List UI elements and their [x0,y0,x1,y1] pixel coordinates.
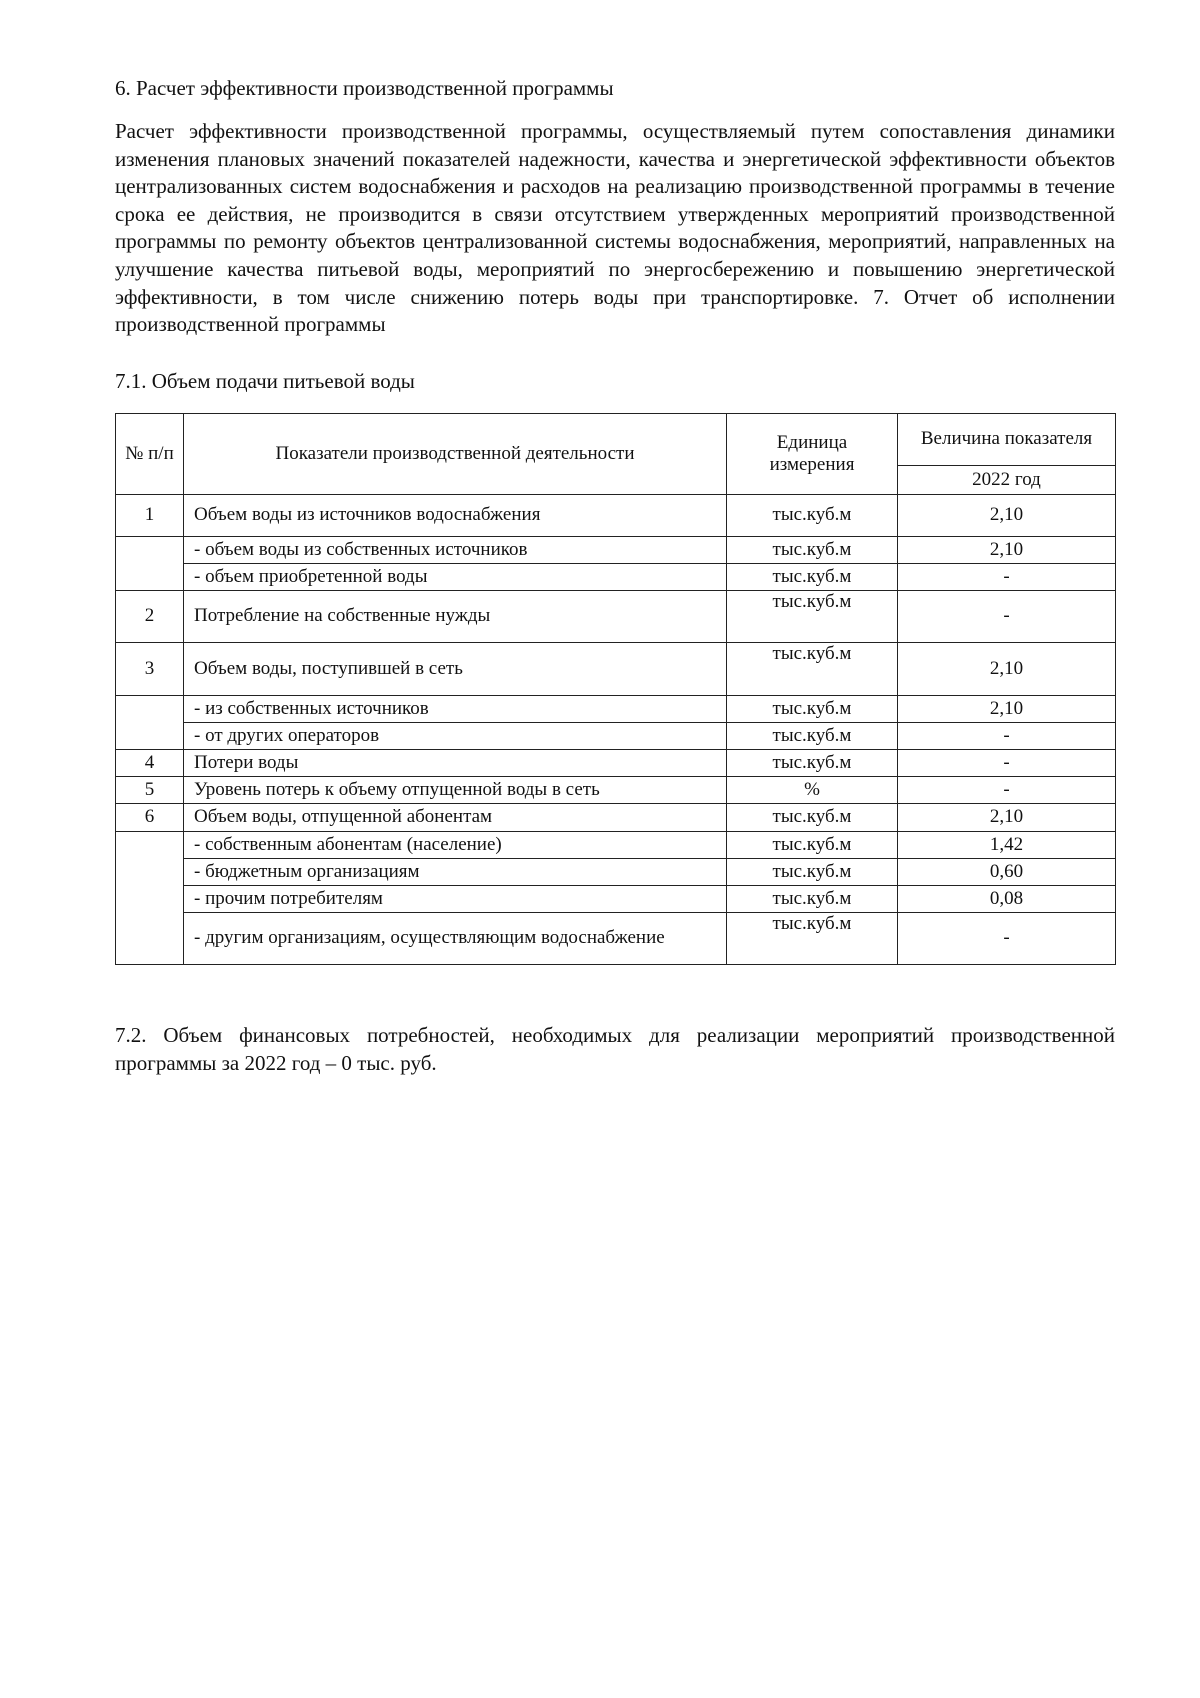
table-row [116,536,1116,563]
row-value: 2,10 [898,494,1116,536]
row-num [116,536,184,590]
row-indicator: Объем воды, поступившей в сеть [184,642,727,695]
row-unit: тыс.куб.м [727,590,898,642]
row-num: 3 [116,642,184,695]
header-value: Величина показателя [898,413,1116,465]
table-row [116,803,1116,831]
section-6-heading: 6. Расчет эффективности производственной программы [115,76,614,100]
row-value: - [898,563,1116,590]
table-row [116,912,1116,964]
row-indicator: - прочим потребителям [184,885,727,912]
row-indicator: - от других операторов [184,722,727,749]
row-indicator: Уровень потерь к объему отпущенной воды в сеть [184,776,727,803]
row-unit: % [727,776,898,803]
row-value: - [898,590,1116,642]
header-year: 2022 год [898,465,1116,494]
row-value: 0,08 [898,885,1116,912]
row-value: 1,42 [898,831,1116,858]
section-7-1-heading: 7.1. Объем подачи питьевой воды [115,368,415,393]
row-value: 0,60 [898,858,1116,885]
row-indicator: - объем приобретенной воды [184,563,727,590]
row-unit: тыс.куб.м [727,642,898,695]
row-num [116,831,184,964]
row-value: 2,10 [898,642,1116,695]
row-value: - [898,912,1116,964]
row-num [116,695,184,749]
row-indicator: - из собственных источников [184,695,727,722]
row-indicator: Объем воды, отпущенной абонентам [184,803,727,831]
row-value: - [898,749,1116,776]
table-row [116,749,1116,776]
table-row [116,642,1116,695]
row-value: - [898,722,1116,749]
row-value: 2,10 [898,695,1116,722]
row-unit: тыс.куб.м [727,494,898,536]
row-unit: тыс.куб.м [727,749,898,776]
row-value: 2,10 [898,803,1116,831]
table-row [116,885,1116,912]
row-unit: тыс.куб.м [727,803,898,831]
row-num: 5 [116,776,184,803]
row-indicator: - объем воды из собственных источников [184,536,727,563]
row-indicator: - другим организациям, осуществляющим водоснабжение [184,912,727,964]
table-row [116,722,1116,749]
table-row [116,858,1116,885]
section-6-paragraph: Расчет эффективности производственной программы, осуществляемый путем сопоставления динамики изменения плановых значений показателей надежности, качества и энергетической эффективности объектов централизованных систем водоснабжения и расходов на реализацию производственной программы в течение срока ее действия, не производится в связи отсутствием утвержденных мероприятий производственной программы по ремонту объектов централизованной системы водоснабжения, мероприятий, направленных на улучшение качества питьевой воды, мероприятий по энергосбережению и повышению энергетической эффективности, в том числе снижению потерь воды при транспортировке. 7. Отчет об исполнении производственной программы [115,119,1115,337]
row-indicator: Объем воды из источников водоснабжения [184,494,727,536]
row-unit: тыс.куб.м [727,695,898,722]
row-unit: тыс.куб.м [727,912,898,964]
row-num: 1 [116,494,184,536]
table-row [116,776,1116,803]
row-indicator: - собственным абонентам (население) [184,831,727,858]
row-indicator: Потребление на собственные нужды [184,590,727,642]
row-value: - [898,776,1116,803]
row-unit: тыс.куб.м [727,563,898,590]
row-unit: тыс.куб.м [727,858,898,885]
row-num: 4 [116,749,184,776]
table-row [116,494,1116,536]
row-value: 2,10 [898,536,1116,563]
section-7-2-text: 7.2. Объем финансовых потребностей, необходимых для реализации мероприятий производственной программы за 2022 год – 0 тыс. руб. [115,1022,1115,1075]
header-indicator: Показатели производственной деятельности [184,413,727,494]
document-page [115,74,1115,1077]
row-unit: тыс.куб.м [727,536,898,563]
row-num: 2 [116,590,184,642]
row-unit: тыс.куб.м [727,885,898,912]
table-row [116,590,1116,642]
row-unit: тыс.куб.м [727,722,898,749]
row-num: 6 [116,803,184,831]
water-supply-table [115,413,1116,965]
table-row [116,563,1116,590]
row-unit: тыс.куб.м [727,831,898,858]
row-indicator: Потери воды [184,749,727,776]
header-unit: Единица измерения [727,413,898,494]
header-num: № п/п [116,413,184,494]
table-row [116,695,1116,722]
table-row [116,831,1116,858]
row-indicator: - бюджетным организациям [184,858,727,885]
